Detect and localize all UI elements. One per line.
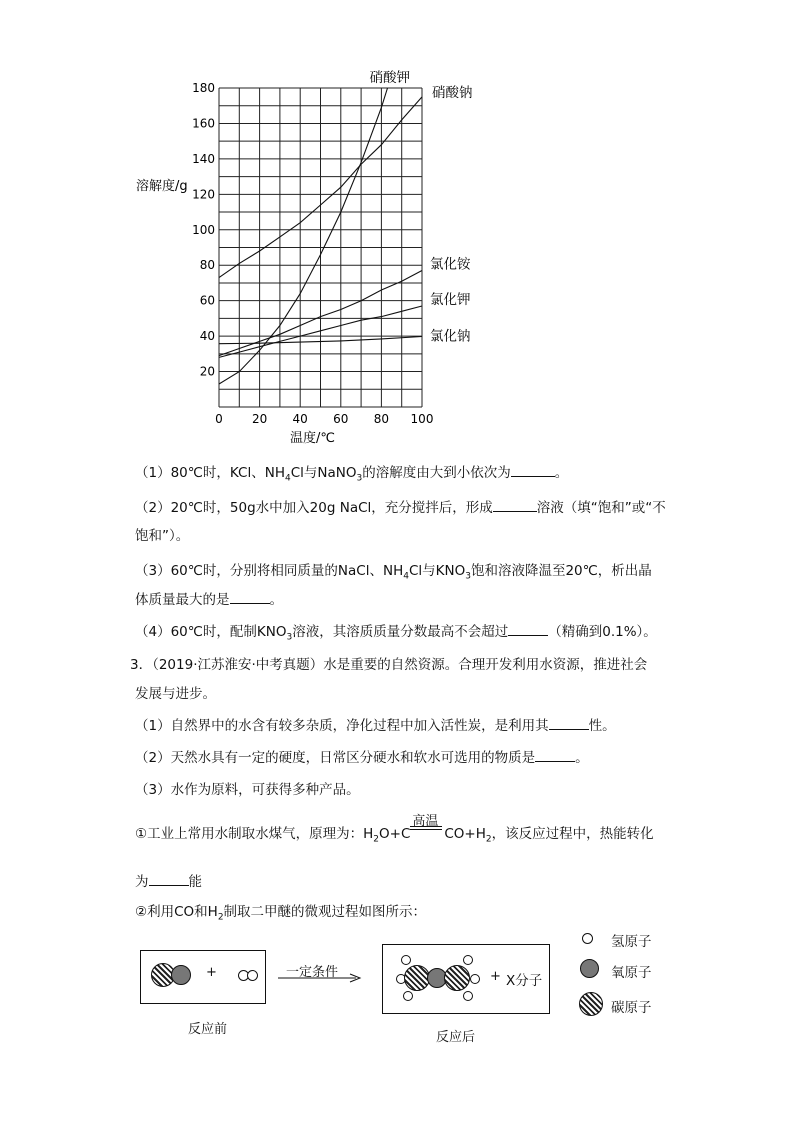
- label-nh4cl: 氯化铵: [430, 256, 471, 273]
- y-tick-label: 20: [199, 364, 215, 379]
- x-axis-label: 温度/℃: [290, 431, 335, 446]
- x-tick-label: 0: [215, 412, 223, 426]
- label-kno3: 硝酸钾: [369, 70, 410, 86]
- hydrogen-atom: [470, 974, 480, 984]
- chart-grid: [219, 88, 422, 407]
- x-tick-label: 60: [333, 412, 349, 426]
- reaction-condition-label: 一定条件: [286, 965, 339, 980]
- x-tick-label: 80: [373, 412, 390, 426]
- answer-blank-5[interactable]: [549, 717, 589, 730]
- sub-question-3: （3）水作为原料，可获得多种产品。: [135, 782, 360, 798]
- problem-3-title-cont: 发展与进步。: [135, 686, 216, 702]
- question-1: （1）80℃时，KCl、$NH_4Cl$与NaNO$_3$的溶解度由大到小依次为 。: [135, 465, 569, 484]
- hydrogen-atom: [463, 991, 473, 1001]
- y-axis-label: 溶解度/g: [136, 179, 188, 194]
- legend-oxygen-label: 氧原子: [611, 965, 652, 981]
- x-tick-label: 40: [292, 412, 308, 426]
- reaction-1-cont: 为 能: [135, 874, 202, 890]
- y-tick-label: 80: [199, 258, 215, 273]
- hydrogen-atom: [463, 955, 473, 965]
- answer-blank-4[interactable]: [508, 623, 548, 636]
- legend-oxygen-icon: [580, 959, 599, 978]
- sub-question-2: （2）天然水具有一定的硬度，日常区分硬水和软水可选用的物质是 。: [135, 750, 589, 766]
- y-tick-label: 140: [192, 151, 215, 166]
- answer-blank-7[interactable]: [149, 873, 189, 886]
- before-label: 反应前: [188, 1022, 228, 1037]
- chart-series-labels: [369, 69, 472, 344]
- problem-3-title: 3．（2019·江苏淮安·中考真题）水是重要的自然资源。合理开发利用水资源，推进社会: [130, 657, 648, 673]
- y-tick-label: 40: [199, 329, 215, 344]
- hydrogen-atom: [247, 970, 258, 981]
- answer-blank-6[interactable]: [535, 749, 575, 762]
- x-molecule-label: X分子: [506, 973, 543, 989]
- answer-blank-3[interactable]: [230, 591, 270, 604]
- y-tick-label: 120: [192, 187, 215, 202]
- legend-carbon-label: 碳原子: [611, 1000, 652, 1016]
- chart-ticks: [192, 81, 433, 426]
- y-tick-label: 100: [192, 222, 215, 237]
- question-2-cont: 饱和”）。: [135, 528, 190, 544]
- after-label: 反应后: [436, 1030, 476, 1045]
- question-3-cont: 体质量最大的是 。: [135, 592, 283, 608]
- legend-hydrogen-label: 氢原子: [611, 934, 652, 950]
- label-kcl: 氯化钾: [430, 291, 471, 308]
- reaction-1: ①工业上常用水制取水煤气，原理为：$H_2O+C$ 高温 $CO+H_2$，该反应过程中，热能转化: [135, 822, 654, 845]
- label-nacl: 氯化钠: [430, 328, 471, 345]
- answer-blank-1[interactable]: [511, 464, 555, 477]
- question-4: （4）60℃时，配制$KNO_3$溶液，其溶质质量分数最高不会超过 （精确到0.1%）。: [135, 624, 657, 643]
- y-tick-label: 160: [192, 116, 215, 131]
- legend-hydrogen-icon: [582, 933, 593, 944]
- plus-sign: +: [206, 965, 217, 980]
- sub-question-1: （1）自然界中的水含有较多杂质，净化过程中加入活性炭，是利用其 性。: [135, 718, 616, 734]
- reaction-arrow: [276, 972, 366, 984]
- solubility-chart: [0, 0, 794, 460]
- hydrogen-atom: [403, 991, 413, 1001]
- carbon-atom: [444, 965, 470, 991]
- hydrogen-atom: [401, 955, 411, 965]
- x-tick-label: 100: [410, 412, 434, 426]
- answer-blank-2[interactable]: [493, 499, 537, 512]
- label-nano3: 硝酸钠: [432, 84, 473, 101]
- oxygen-atom: [171, 965, 191, 985]
- y-tick-label: 180: [192, 81, 215, 95]
- reaction-2: ②利用CO和$H_2$制取二甲醚的微观过程如图所示：: [135, 904, 427, 923]
- x-tick-label: 20: [251, 412, 268, 426]
- after-box: [382, 944, 550, 1014]
- question-2: （2）20℃时，50g水中加入20g NaCl，充分搅拌后，形成 溶液（填“饱和”或“不: [135, 500, 666, 516]
- plus-sign: +: [490, 969, 501, 984]
- reaction-condition: 高温: [412, 814, 439, 829]
- legend-carbon-icon: [579, 992, 603, 1016]
- question-3: （3）60℃时，分别将相同质量的NaCl、$NH_4Cl$与$KNO_3$饱和溶液降温至20℃，析出晶: [135, 563, 652, 582]
- y-tick-label: 60: [199, 293, 215, 308]
- before-box: [140, 950, 266, 1004]
